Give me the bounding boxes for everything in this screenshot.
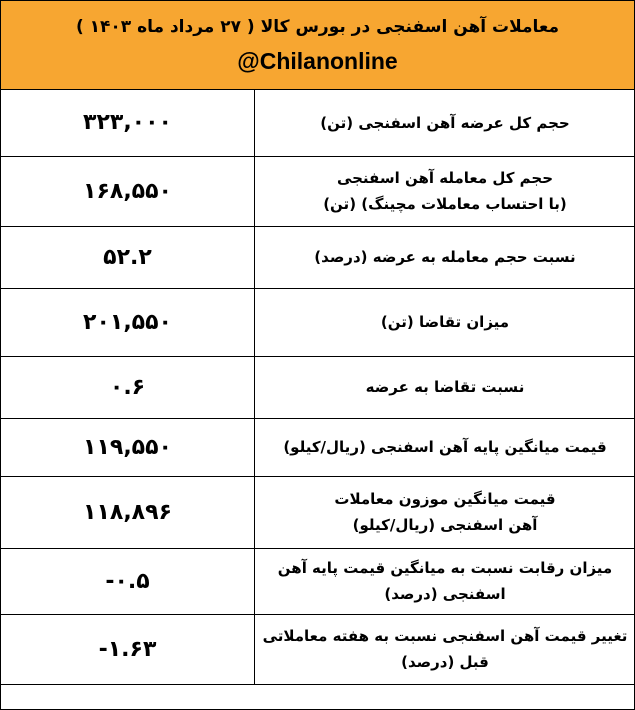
row-label-line: حجم کل عرضه آهن اسفنجی (تن): [320, 113, 570, 132]
row-label-line: میزان تقاضا (تن): [380, 313, 510, 331]
row-label: [255, 418, 635, 476]
row-value: -۰.۵: [1, 548, 255, 614]
table-row: [1, 356, 635, 418]
row-label: [255, 356, 635, 418]
row-label: [255, 288, 635, 356]
row-label-line: قیمت میانگین موزون معاملات: [334, 490, 556, 508]
row-label-line: اسفنجی (درصد): [384, 585, 506, 603]
table-row: [1, 476, 635, 548]
row-label-line: تغییر قیمت آهن اسفنجی نسبت به هفته معاملاتی: [262, 627, 628, 645]
channel-handle: @Chilanonline: [237, 48, 398, 74]
table-row: [1, 548, 635, 614]
row-value: ۱۶۸,۵۵۰: [1, 156, 255, 226]
row-label-line: آهن اسفنجی (ریال/کیلو): [352, 516, 538, 534]
table-header: [1, 1, 634, 90]
table-row: [1, 418, 635, 476]
row-label: [255, 476, 635, 548]
row-label-line: حجم کل معامله آهن اسفنجی: [336, 169, 554, 187]
row-value: -۱.۶۳: [1, 614, 255, 684]
row-label-line: نسبت حجم معامله به عرضه (درصد): [314, 248, 576, 266]
table-row: [1, 288, 635, 356]
table-row: [1, 156, 635, 226]
row-label: [255, 90, 635, 156]
row-label-line: نسبت تقاضا به عرضه: [365, 378, 525, 396]
row-value: ۱۱۹,۵۵۰: [1, 418, 255, 476]
row-label-line: قیمت میانگین پایه آهن اسفنجی (ریال/کیلو): [283, 438, 607, 456]
row-label: [255, 156, 635, 226]
stats-grid: [1, 90, 635, 685]
row-value: ۰.۶: [1, 356, 255, 418]
table-title: معاملات آهن اسفنجی در بورس کالا ( ۲۷ مرداد ماه ۱۴۰۳ ): [75, 17, 560, 37]
row-label: [255, 614, 635, 684]
row-value: ۲۰۱,۵۵۰: [1, 288, 255, 356]
row-label-line: میزان رقابت نسبت به میانگین قیمت پایه آهن: [277, 559, 613, 577]
table-row: [1, 614, 635, 684]
table-row: [1, 90, 635, 156]
row-label: [255, 226, 635, 288]
row-label-line: قبل (درصد): [401, 653, 489, 671]
table-row: [1, 226, 635, 288]
row-label-line: (با احتساب معاملات مچینگ) (تن): [323, 195, 567, 213]
row-value: ۵۲.۲: [1, 226, 255, 288]
row-label: [255, 548, 635, 614]
row-value: ۱۱۸,۸۹۶: [1, 476, 255, 548]
row-value: ۳۲۳,۰۰۰: [1, 90, 255, 156]
